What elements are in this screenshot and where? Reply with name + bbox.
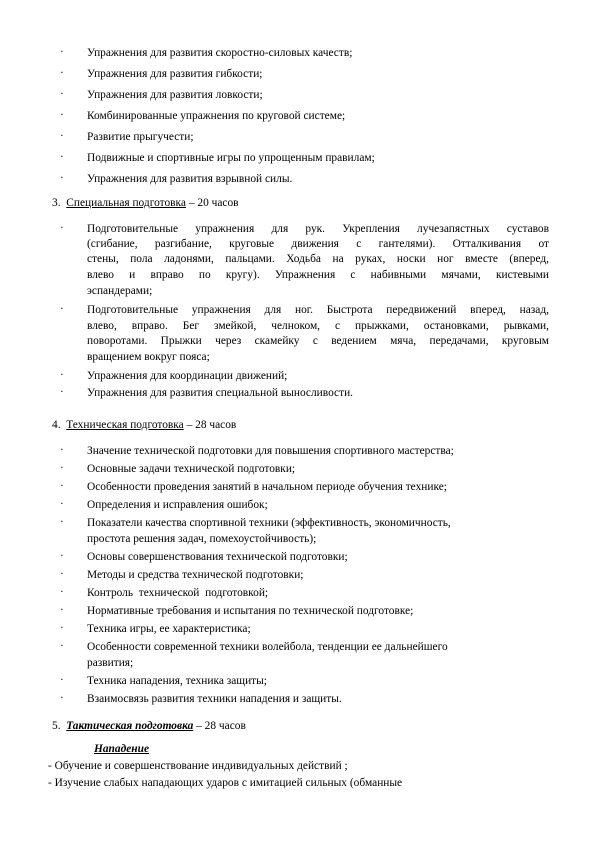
list-item: Определения и исправления ошибок; [87,499,268,511]
bullet: · [60,550,64,562]
paragraph-line: - Обучение и совершенствование индивидуальных действий ; [48,760,348,772]
list-item: Упражнения для развития взрывной силы. [87,173,293,185]
list-item-line: эспандерами; [87,285,153,297]
section-hours: – 28 часов [196,720,246,732]
bullet: · [60,604,64,616]
section-number: 5. [52,720,61,732]
list-item: Подвижные и спортивные игры по упрощенным правилам; [87,152,375,164]
list-item: Значение технической подготовки для повышения спортивного мастерства; [87,445,454,457]
section-title: Специальная подготовка [66,197,186,209]
bullet: · [60,67,64,79]
bullet: · [60,46,64,58]
bullet: · [60,369,64,381]
bullet: · [60,130,64,142]
list-item: Нормативные требования и испытания по технической подготовке; [87,605,414,617]
list-item-line: (сгибание, разгибание, круговые движения с гантелями). Отталкивания от [87,238,549,250]
bullet: · [60,480,64,492]
list-item: Упражнения для развития гибкости; [87,68,263,80]
bullet: · [60,172,64,184]
list-item-line: Подготовительные упражнения для рук. Укрепления лучезапястных суставов [87,223,549,235]
list-item: Техника игры, ее характеристика; [87,623,251,635]
list-item: Взаимосвязь развития техники нападения и защиты. [87,693,342,705]
subheading-attack: Нападение [94,743,150,755]
list-item: Комбинированные упражнения по круговой системе; [87,110,346,122]
bullet: · [60,622,64,634]
bullet: · [60,516,64,528]
section-hours: – 20 часов [188,197,239,209]
section-number: 3. [52,197,61,209]
bullet: · [60,498,64,510]
bullet: · [60,109,64,121]
list-item: Техника нападения, техника защиты; [87,675,267,687]
list-item-line: Подготовительные упражнения для ног. Быстрота передвижений вперед, назад, [87,304,549,316]
section-number: 4. [52,419,61,431]
bullet: · [60,88,64,100]
list-item-line: стены, пола ладонями, пальцами. Ходьба на руках, носки ног вместе (вперед, [87,253,549,265]
section-title: Техническая подготовка [66,419,184,431]
bullet: · [60,640,64,652]
bullet: · [60,462,64,474]
list-item: Контроль технической подготовкой; [87,587,269,599]
bullet: · [60,222,64,234]
section-4-heading [52,418,236,432]
section-3-heading [52,196,239,210]
list-item: Упражнения для развития скоростно-силовых качеств; [87,47,353,59]
bullet: · [60,444,64,456]
section-title: Тактическая подготовка [66,720,194,732]
list-item: Упражнения для развития специальной выносливости. [87,387,354,399]
list-item: Методы и средства технической подготовки; [87,569,304,581]
list-item-line: вращением вокруг пояса; [87,351,210,363]
bullet: · [60,386,64,398]
section-hours: – 28 часов [186,419,237,431]
bullet: · [60,586,64,598]
list-item: Упражнения для координации движений; [87,370,288,382]
bullet: · [60,151,64,163]
paragraph-line: - Изучение слабых нападающих ударов с имитацией сильных (обманные [48,777,403,789]
list-item: Основные задачи технической подготовки; [87,463,296,475]
list-item-line: простота решения задач, помехоустойчивость); [87,533,317,545]
list-item-line: влево, вправо. Бег змейкой, челноком, с прыжками, остановками, рывками, [87,320,549,332]
list-item: Упражнения для развития ловкости; [87,89,263,101]
bullet: · [60,568,64,580]
list-item-line: Показатели качества спортивной техники (эффективность, экономичность, [87,517,451,529]
bullet: · [60,692,64,704]
list-item-line: влево и вправо по кругу). Упражнения с набивными мячами, кистевыми [87,269,549,281]
list-item: Развитие прыгучести; [87,131,194,143]
list-item: Основы совершенствования технической подготовки; [87,551,348,563]
list-item-line: поворотами. Прыжки через скамейку с ведением мяча, передачами, круговым [87,335,549,347]
bullet: · [60,303,64,315]
section-5-heading [52,719,246,733]
list-item: Особенности проведения занятий в начальном периоде обучения технике; [87,481,447,493]
list-item-line: развития; [87,657,134,669]
bullet: · [60,674,64,686]
list-item-line: Особенности современной техники волейбола, тенденции ее дальнейшего [87,641,448,653]
